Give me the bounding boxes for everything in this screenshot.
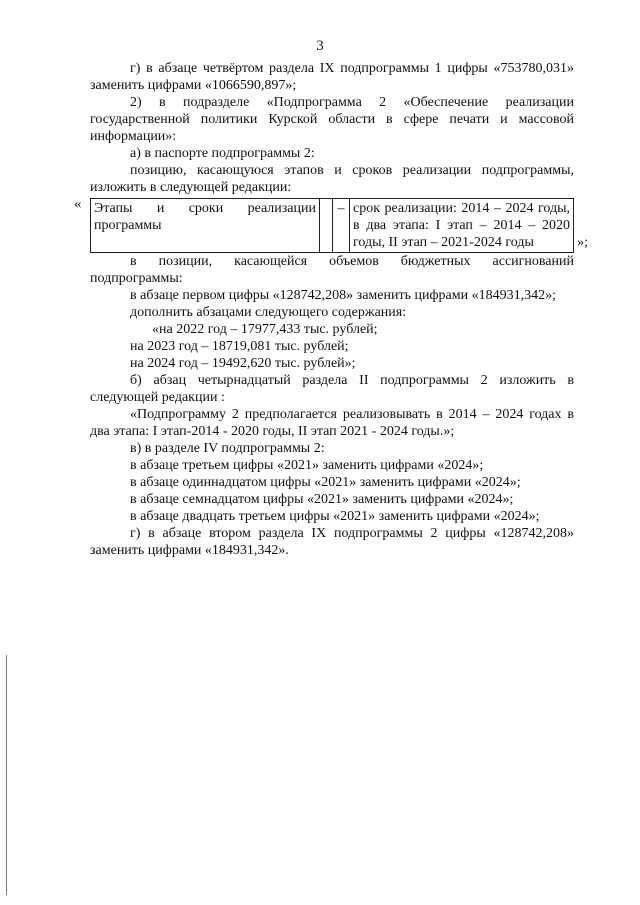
table-cell-gap <box>320 199 333 253</box>
paragraph: в) в разделе IV подпрограммы 2: <box>130 441 325 456</box>
paragraph: 2) в подразделе «Подпрограмма 2 «Обеспечение реализации государственной политики Курской области в сфере печати и массовой информации»: <box>90 95 574 144</box>
paragraph: в абзаце первом цифры «128742,208» заменить цифрами «184931,342»; <box>130 288 556 303</box>
passport-table <box>90 198 574 253</box>
paragraph: а) в паспорте подпрограммы 2: <box>130 146 315 161</box>
table-row <box>91 199 574 253</box>
table-open-quote: « <box>74 196 82 212</box>
document-body <box>74 60 588 559</box>
paragraph: в абзаце семнадцатом цифры «2021» заменить цифрами «2024»; <box>130 492 514 507</box>
paragraph: в абзаце двадцать третьем цифры «2021» заменить цифрами «2024»; <box>130 509 540 524</box>
passport-table-block <box>74 196 588 253</box>
scan-edge-line <box>6 655 7 895</box>
paragraph: «Подпрограмму 2 предполагается реализовывать в 2014 – 2024 годах в два этапа: I этап-2014 - 2020 годы, II этап 2021 - 2024 годы.»; <box>90 407 574 439</box>
paragraph: на 2024 год – 19492,620 тыс. рублей»; <box>130 356 356 371</box>
table-cell-value: срок реализации: 2014 – 2024 годы, в два этапа: I этап – 2014 – 2020 годы, II этап – 2021-2024 годы <box>350 199 574 253</box>
table-close-quote: »; <box>577 235 588 250</box>
table-cell-dash: – <box>333 199 350 253</box>
paragraph: г) в абзаце четвёртом раздела IX подпрограммы 1 цифры «753780,031» заменить цифрами «1066590,897»; <box>90 61 574 93</box>
paragraph: на 2023 год – 18719,081 тыс. рублей; <box>130 339 349 354</box>
table-cell-name: Этапы и сроки реализации программы <box>91 199 320 253</box>
page-number: 3 <box>316 38 324 54</box>
paragraph: г) в абзаце втором раздела IX подпрограммы 2 цифры «128742,208» заменить цифрами «184931,342». <box>90 526 574 558</box>
paragraph: «на 2022 год – 17977,433 тыс. рублей; <box>152 322 378 337</box>
paragraph: в абзаце третьем цифры «2021» заменить цифрами «2024»; <box>130 458 484 473</box>
paragraph: в позиции, касающейся объемов бюджетных ассигнований подпрограммы: <box>90 254 574 286</box>
paragraph: б) абзац четырнадцатый раздела II подпрограммы 2 изложить в следующей редакции : <box>90 373 574 405</box>
paragraph: позицию, касающуюся этапов и сроков реализации подпрограммы, изложить в следующей редакции: <box>90 163 574 195</box>
paragraph: в абзаце одиннадцатом цифры «2021» заменить цифрами «2024»; <box>130 475 521 490</box>
paragraph: дополнить абзацами следующего содержания: <box>130 305 407 320</box>
